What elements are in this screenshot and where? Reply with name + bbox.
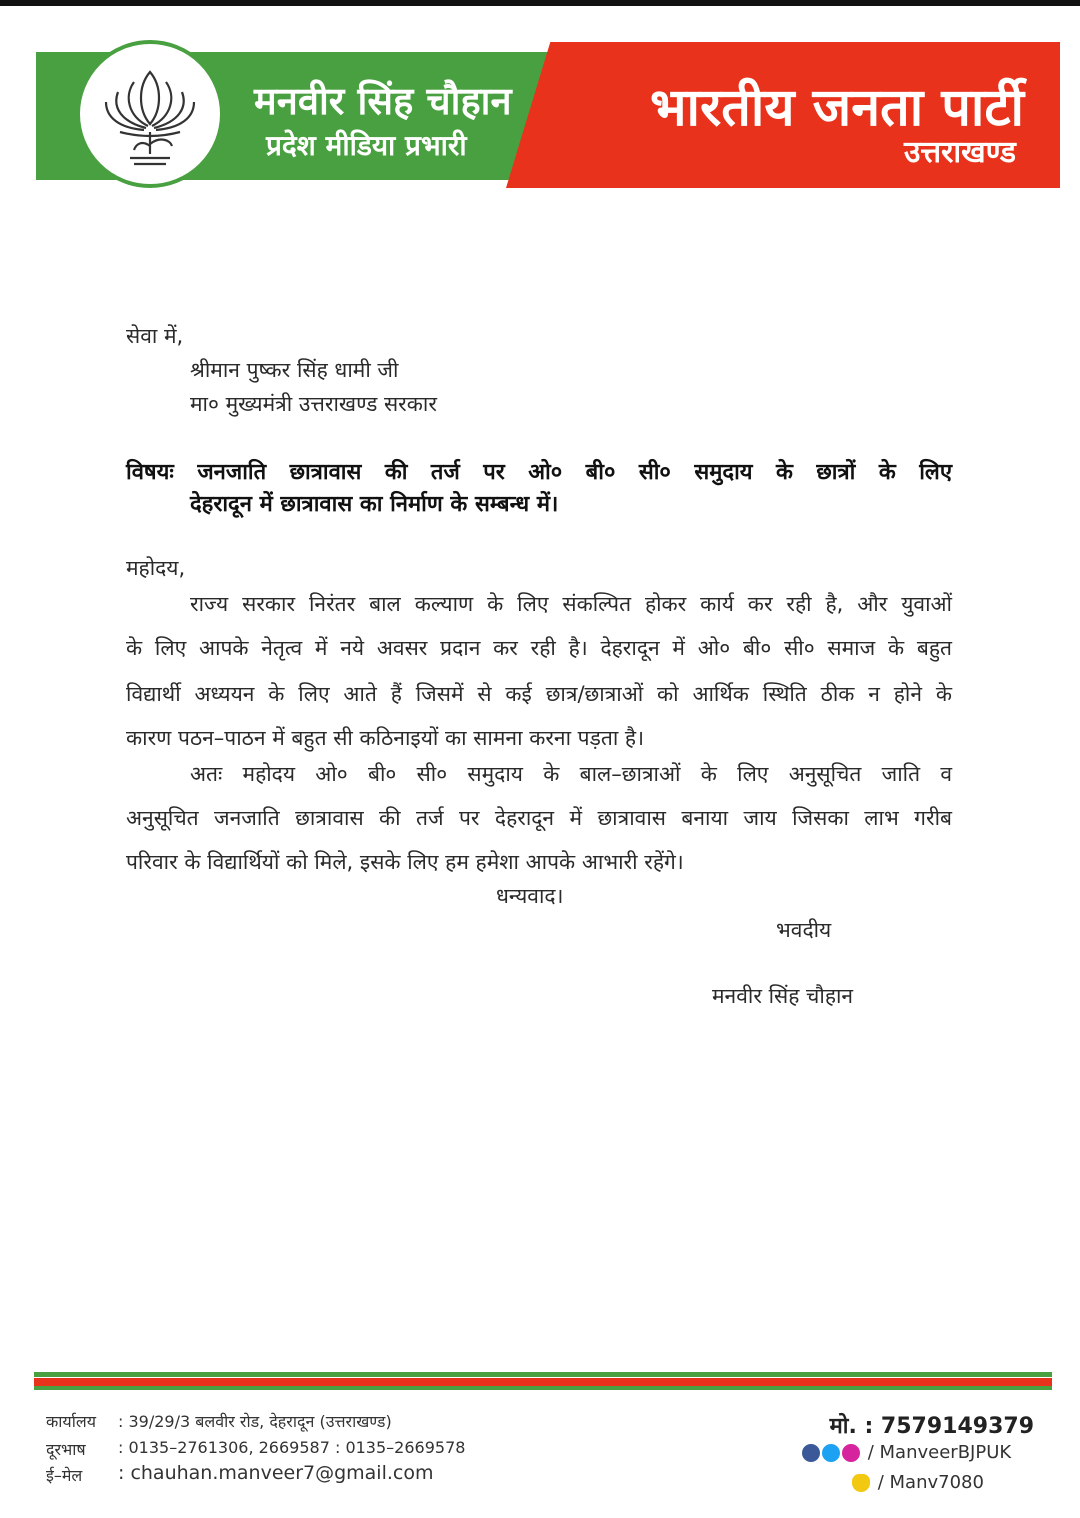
para2-line3: परिवार के विद्यार्थियों को मिले, इसके लिए हम हमेशा आपके आभारी रहेंगे। bbox=[126, 850, 684, 874]
para2-line1: अतः महोदय ओ० बी० सी० समुदाय के बाल–छात्राओं के लिए अनुसूचित जाति व bbox=[190, 762, 952, 786]
sender-designation: प्रदेश मीडिया प्रभारी bbox=[266, 129, 467, 162]
koo-handle: / Manv7080 bbox=[877, 1472, 984, 1493]
thanks: धन्यवाद। bbox=[496, 884, 564, 908]
koo-link bbox=[852, 1472, 984, 1493]
footer-rule-red bbox=[34, 1378, 1052, 1386]
email-label: ई–मेल bbox=[46, 1466, 83, 1485]
sender-name: मनवीर सिंह चौहान bbox=[254, 79, 512, 123]
office-address: : 39/29/3 बलवीर रोड, देहरादून (उत्तराखण्ड) bbox=[118, 1412, 392, 1431]
letterhead-banner bbox=[36, 40, 1060, 188]
mobile-number: मो. : 7579149379 bbox=[829, 1414, 1034, 1439]
para2-line2: अनुसूचित जनजाति छात्रावास की तर्ज पर देहरादून में छात्रावास बनाया जाय जिसका लाभ गरीब bbox=[126, 806, 952, 830]
social-links bbox=[802, 1442, 1011, 1463]
para1-line1: राज्य सरकार निरंतर बाल कल्याण के लिए संकल्पित होकर कार्य कर रही है, और युवाओं bbox=[190, 592, 952, 616]
email-address[interactable]: : chauhan.manveer7@gmail.com bbox=[118, 1462, 434, 1484]
lotus-icon bbox=[90, 54, 210, 174]
recipient-title: मा० मुख्यमंत्री उत्तराखण्ड सरकार bbox=[190, 392, 437, 416]
instagram-icon[interactable] bbox=[842, 1444, 860, 1462]
para1-line2: के लिए आपके नेतृत्व में नये अवसर प्रदान कर रही है। देहरादून में ओ० बी० सी० समाज के बहुत bbox=[126, 636, 952, 660]
closing: भवदीय bbox=[776, 918, 832, 942]
para1-line4: कारण पठन–पाठन में बहुत सी कठिनाइयों का सामना करना पड़ता है। bbox=[126, 726, 645, 750]
koo-icon[interactable] bbox=[852, 1474, 870, 1492]
party-name: भारतीय जनता पार्टी bbox=[650, 78, 1024, 138]
greeting: महोदय, bbox=[126, 556, 186, 580]
top-border bbox=[0, 0, 1080, 6]
lotus-logo bbox=[76, 40, 224, 188]
footer-rule-green-bottom bbox=[34, 1386, 1052, 1390]
signature-name: मनवीर सिंह चौहान bbox=[712, 984, 854, 1008]
subject-line-2: देहरादून में छात्रावास का निर्माण के सम्बन्ध में। bbox=[190, 492, 559, 517]
social-handle: / ManveerBJPUK bbox=[867, 1442, 1012, 1463]
twitter-icon[interactable] bbox=[822, 1444, 840, 1462]
party-state: उत्तराखण्ड bbox=[903, 135, 1016, 170]
salutation-to: सेवा में, bbox=[126, 324, 184, 348]
recipient-name: श्रीमान पुष्कर सिंह धामी जी bbox=[190, 358, 399, 382]
subject-line-1: विषयः जनजाति छात्रावास की तर्ज पर ओ० बी० सी० समुदाय के छात्रों के लिए bbox=[126, 460, 952, 485]
footer-rule-green bbox=[34, 1372, 1052, 1377]
para1-line3: विद्यार्थी अध्ययन के लिए आते हैं जिसमें से कई छात्र/छात्राओं को आर्थिक स्थिति ठीक न होने के bbox=[126, 682, 952, 706]
phone-label: दूरभाष bbox=[46, 1440, 86, 1459]
office-label: कार्यालय bbox=[46, 1412, 96, 1431]
phone-numbers: : 0135–2761306, 2669587 : 0135–2669578 bbox=[118, 1438, 466, 1457]
facebook-icon[interactable] bbox=[802, 1444, 820, 1462]
